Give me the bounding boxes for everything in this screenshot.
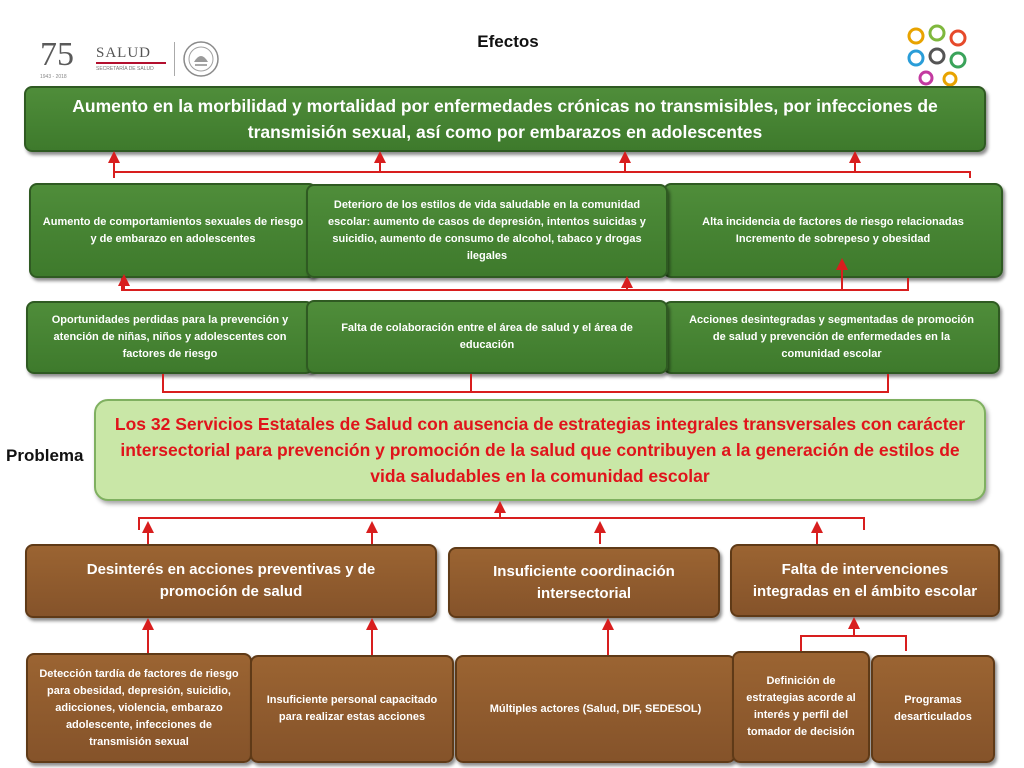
effect-row2-text-3: Alta incidencia de factores de riesgo relacionadas Incremento de sobrepeso y obesidad bbox=[702, 215, 964, 245]
logo-number: 75 bbox=[40, 36, 74, 73]
salud-subtitle: SECRETARÍA DE SALUD bbox=[96, 66, 154, 72]
problem-label: Problema bbox=[6, 446, 84, 465]
connector-bracket-lower bbox=[163, 374, 888, 392]
effect-row3-text-3: Acciones desintegradas y segmentadas de promoción de salud y prevención de enfermedades en la comunidad escolar bbox=[689, 314, 974, 360]
effect-top-text: Aumento en la morbilidad y mortalidad por enfermedades crónicas no transmisibles, por infecciones de transmisión sexual, así como por embarazos en adolescentes bbox=[72, 96, 938, 142]
subcause-text-1: Detección tardía de factores de riesgo para obesidad, depresión, suicidio, adicciones, violencia, embarazo adolescente, infecciones de transmisión sexual bbox=[39, 667, 239, 748]
effect-row2-text-1: Aumento de comportamientos sexuales de riesgo y de embarazo en adolescentes bbox=[42, 215, 304, 245]
effects-title: Efectos bbox=[477, 32, 539, 51]
subcause-text-3: Múltiples actores (Salud, DIF, SEDESOL) bbox=[489, 702, 702, 715]
cause-text-1: Desinterés en acciones preventivas y de promoción de salud bbox=[86, 561, 376, 600]
connector-bracket-sub bbox=[801, 636, 906, 651]
connector-bracket-problem bbox=[139, 518, 864, 530]
effect-row3-text-2: Falta de colaboración entre el área de salud y el área de educación bbox=[341, 322, 633, 351]
subcause-text-5: Programas desarticulados bbox=[894, 694, 972, 723]
connector-bracket-top bbox=[114, 172, 970, 178]
effect-row3-text-1: Oportunidades perdidas para la prevención y atención de niñas, niños y adolescentes con factores de riesgo bbox=[51, 314, 289, 360]
salud-label: SALUD bbox=[96, 44, 166, 64]
connector-bracket-mid bbox=[122, 278, 908, 290]
problem-text: Los 32 Servicios Estatales de Salud con ausencia de estrategias integrales transversales con carácter intersectorial para prevención y promoción de la salud que contribuyen a la generación de estilos de vida saludables en la comunidad escolar bbox=[114, 414, 966, 486]
cause-text-3: Falta de intervenciones integradas en el ámbito escolar bbox=[752, 560, 978, 600]
subcause-text-2: Insuficiente personal capacitado para realizar estas acciones bbox=[266, 694, 438, 723]
cause-text-2: Insuficiente coordinación intersectorial bbox=[493, 562, 675, 602]
logo-years: 1943 - 2018 bbox=[40, 74, 67, 80]
subcause-text-4: Definición de estrategias acorde al interés y perfil del tomador de decisión bbox=[746, 675, 856, 738]
effect-row2-text-2: Deterioro de los estilos de vida saludable en la comunidad escolar: aumento de casos de depresión, intentos suicidas y suicidio, aumento de consumo de alcohol, tabaco y drogas ilegales bbox=[328, 199, 646, 262]
